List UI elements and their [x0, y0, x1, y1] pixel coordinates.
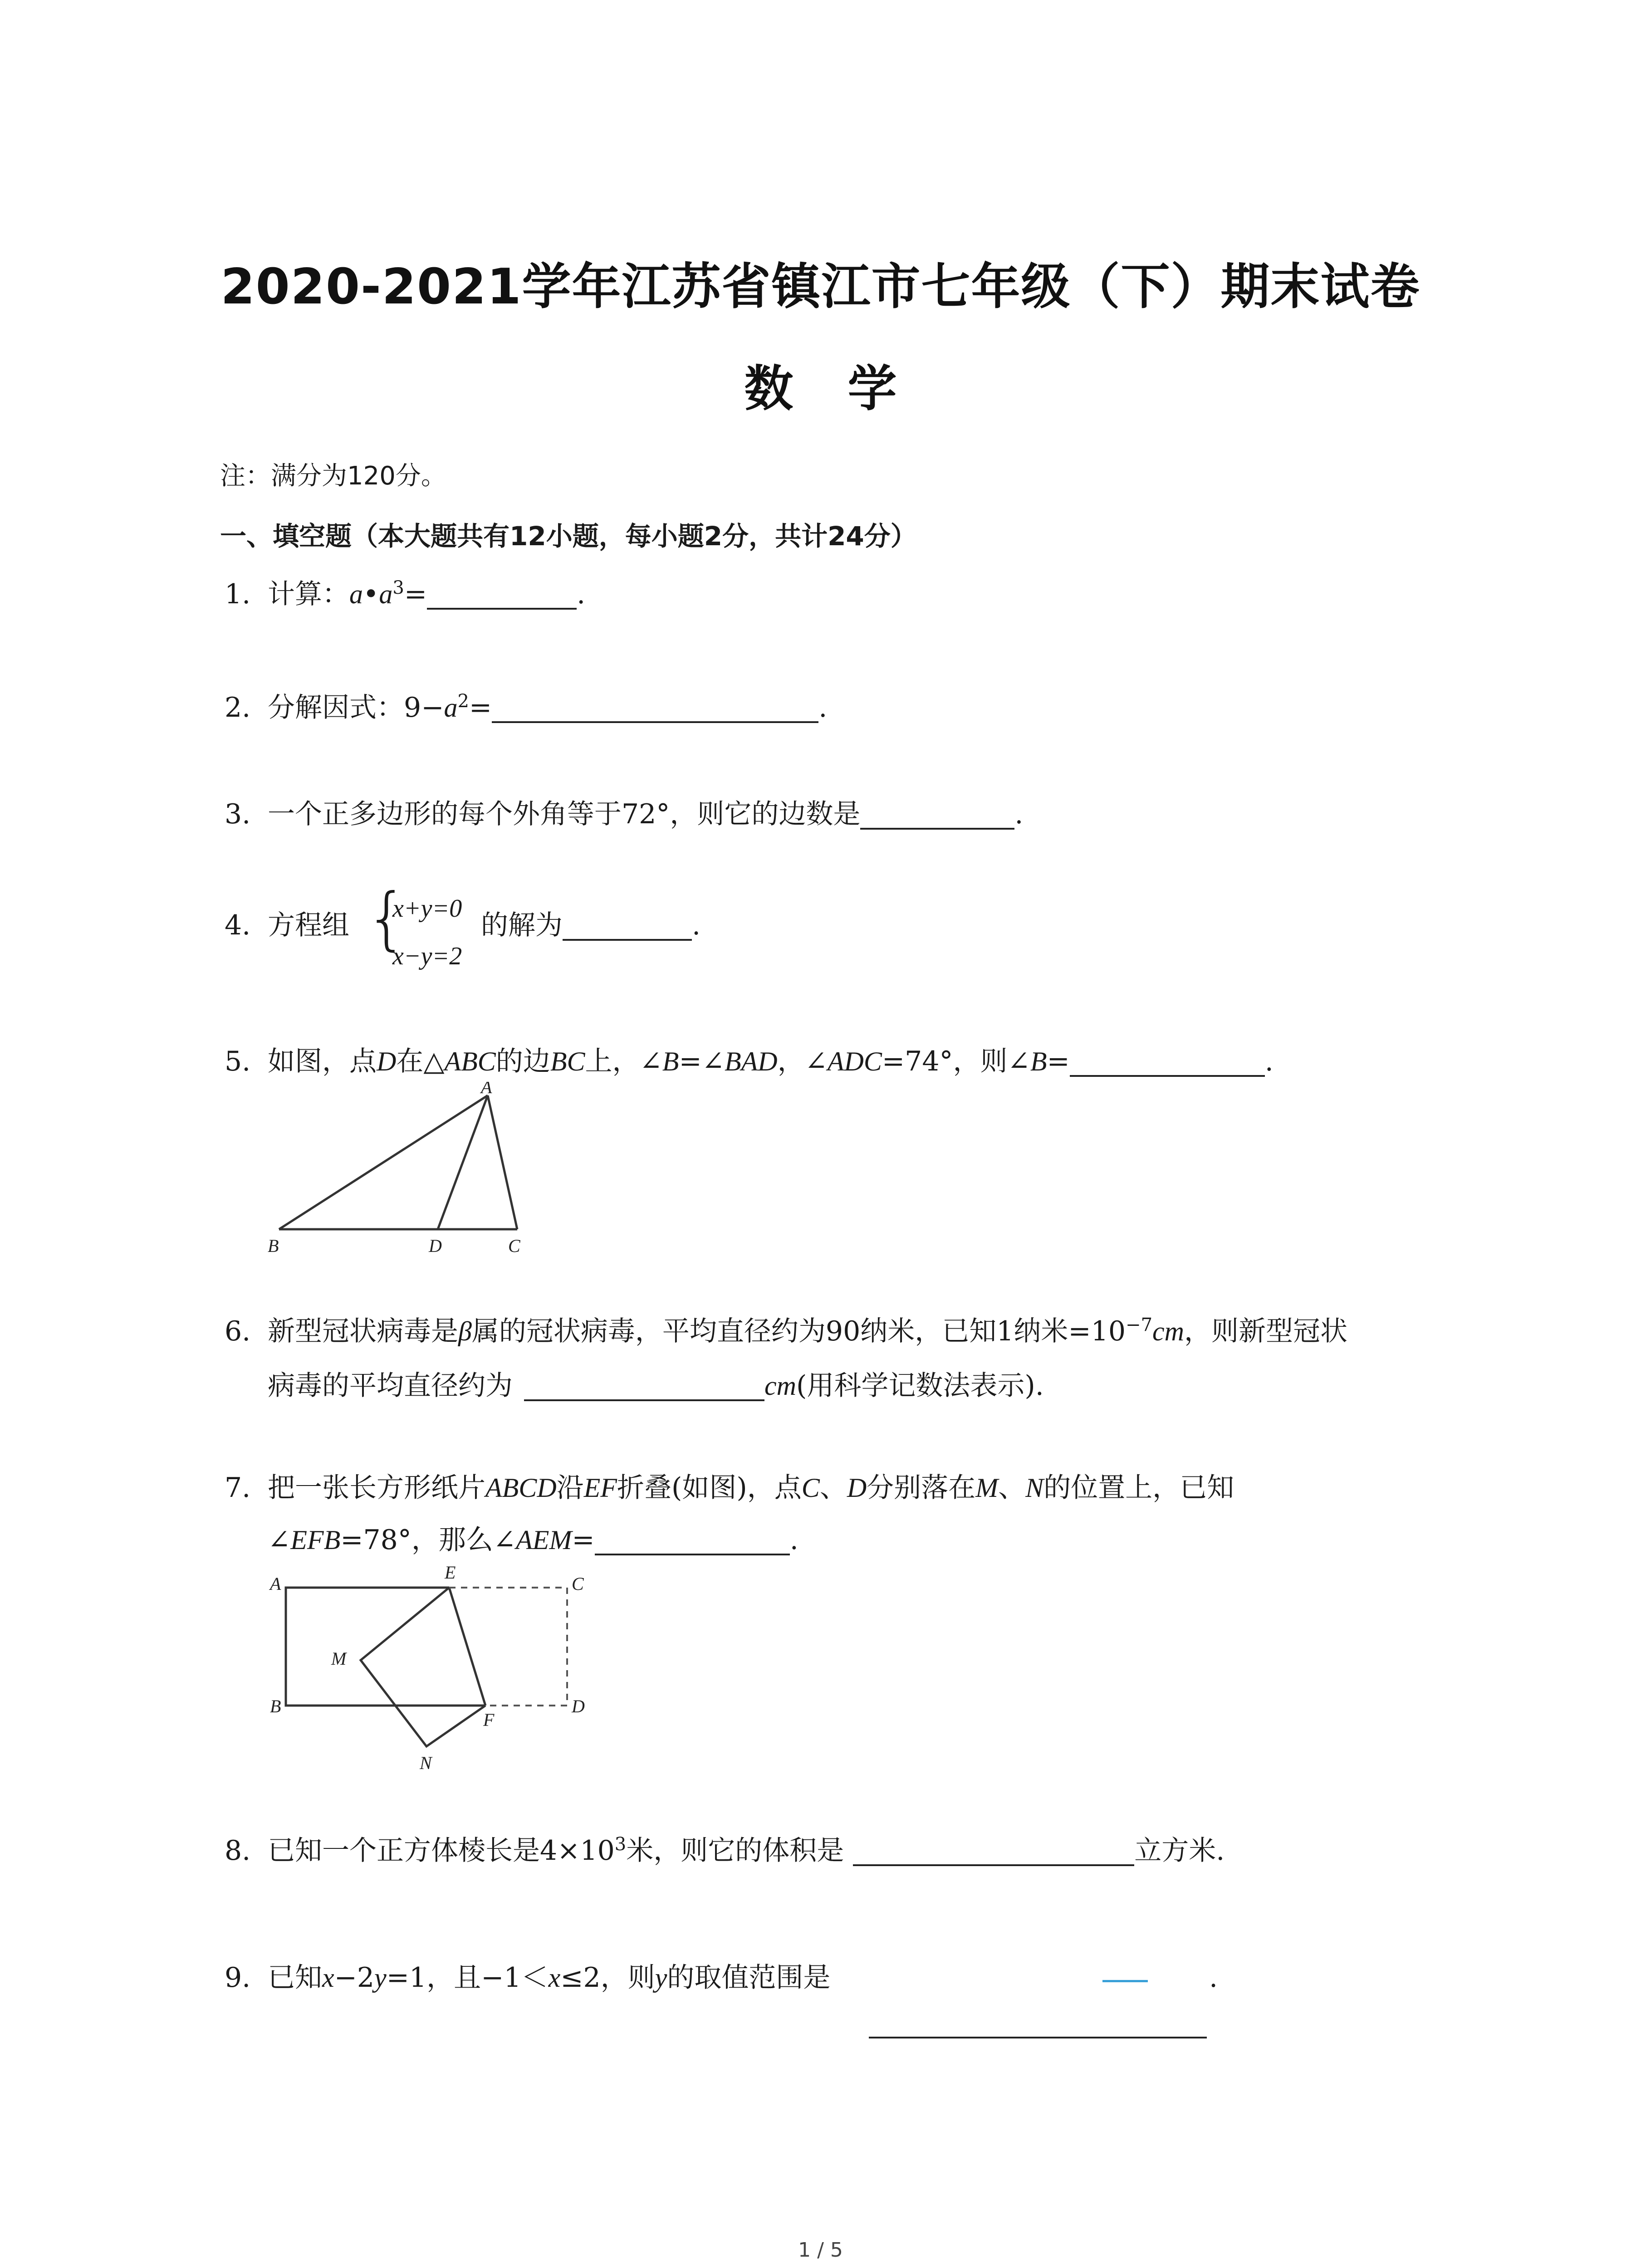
fold-figure — [263, 1560, 608, 1774]
exponent: −7 — [1126, 1315, 1153, 1335]
math-var: ABCD — [485, 1473, 557, 1503]
answer-blank[interactable] — [869, 2037, 1207, 2038]
question-number: 5. — [225, 1046, 251, 1077]
question-text: 的边 — [495, 1046, 550, 1077]
math-unit: cm — [764, 1371, 796, 1401]
answer-blank[interactable] — [860, 801, 1014, 830]
equation-line-2: x−y=2 — [392, 942, 462, 970]
answer-blank[interactable] — [492, 694, 818, 723]
math-op: = — [469, 692, 492, 723]
question-7-line-1 — [225, 1472, 1234, 1504]
stray-mark — [1102, 1980, 1148, 1982]
question-number: 4. — [225, 909, 251, 941]
question-end: . — [1264, 1046, 1274, 1077]
question-text: 、 — [819, 1472, 847, 1504]
question-6-line-2 — [268, 1372, 1044, 1401]
math-var: β — [458, 1316, 472, 1346]
math-var: a — [444, 693, 458, 723]
equation-line-1: x+y=0 — [392, 894, 462, 923]
triangle-figure — [254, 1082, 544, 1254]
question-text: ，∠ — [777, 1046, 828, 1077]
math-var: a — [379, 579, 393, 609]
question-text: 已知一个正方体棱长是4×10 — [268, 1835, 615, 1867]
question-end: . — [1014, 798, 1024, 830]
math-op: • — [363, 578, 379, 610]
math-var: y — [374, 1963, 387, 1993]
point-label-c: C — [572, 1574, 584, 1594]
question-4-tail — [481, 909, 701, 941]
question-text: =∠ — [679, 1046, 725, 1077]
math-var: ABC — [444, 1046, 496, 1076]
question-end: . — [577, 578, 586, 610]
question-text: ∠ — [268, 1524, 291, 1556]
question-number: 1. — [225, 578, 251, 610]
question-text: 在△ — [396, 1046, 445, 1077]
math-var: EFB — [290, 1525, 341, 1555]
question-text: ，则新型冠状 — [1184, 1315, 1347, 1347]
math-unit: cm — [1152, 1316, 1184, 1346]
edge-ba — [279, 1095, 488, 1229]
question-number: 6. — [225, 1315, 251, 1347]
point-label-e: E — [445, 1562, 456, 1583]
exponent: 2 — [457, 691, 469, 712]
question-text: 把一张长方形纸片 — [268, 1472, 485, 1504]
question-text: 的位置上，已知 — [1043, 1472, 1234, 1504]
point-label-m: M — [331, 1648, 347, 1669]
question-number: 7. — [225, 1472, 251, 1504]
question-text: =1，且−1＜ — [386, 1962, 549, 1994]
question-5 — [225, 1048, 1274, 1077]
question-text: 病毒的平均直径约为 — [268, 1370, 513, 1402]
math-var: D — [847, 1473, 867, 1503]
question-8 — [225, 1834, 1225, 1867]
question-text: 立方米. — [1134, 1835, 1225, 1867]
question-text: 沿 — [556, 1472, 584, 1504]
score-note: 注：满分为120分。 — [220, 461, 446, 491]
question-9-end: . — [1209, 1962, 1218, 1994]
question-text: =74°，则∠ — [882, 1046, 1030, 1077]
math-var: N — [1025, 1473, 1044, 1503]
fold-line-ef — [449, 1588, 485, 1706]
system-brace: { — [365, 879, 409, 958]
point-label-a: A — [481, 1082, 492, 1097]
math-var: y — [655, 1963, 667, 1993]
question-end: . — [789, 1524, 798, 1556]
question-text: −2 — [334, 1962, 375, 1994]
math-var: B — [662, 1046, 679, 1076]
question-text: 如图，点 — [268, 1046, 377, 1077]
point-label-n: N — [420, 1753, 432, 1773]
question-number: 3. — [225, 798, 251, 830]
question-text: 方程组 — [268, 909, 349, 941]
section-heading: 一、填空题（本大题共有12小题，每小题2分，共计24分） — [220, 521, 917, 552]
answer-blank[interactable] — [1070, 1048, 1265, 1077]
math-var: a — [349, 579, 363, 609]
question-text: 米，则它的体积是 — [626, 1835, 844, 1867]
edge-ad — [438, 1095, 488, 1229]
math-var: AEM — [516, 1525, 572, 1555]
math-var: BC — [550, 1046, 585, 1076]
question-3 — [225, 798, 1024, 830]
question-text: 的取值范围是 — [667, 1962, 831, 1994]
math-op: = — [404, 578, 427, 610]
answer-blank[interactable] — [427, 581, 577, 610]
point-label-f: F — [483, 1710, 495, 1730]
subject-title: 数学 — [744, 361, 951, 417]
math-var: ADC — [827, 1046, 882, 1076]
question-number: 2. — [225, 692, 251, 723]
math-num: 9 — [404, 692, 421, 723]
question-text: 计算： — [268, 578, 349, 610]
math-var: D — [377, 1046, 397, 1076]
question-text: 上，∠ — [585, 1046, 662, 1077]
math-var: x — [322, 1963, 334, 1993]
point-label-a: A — [270, 1574, 281, 1594]
question-text: 一个正多边形的每个外角等于72°，则它的边数是 — [268, 798, 861, 830]
question-6-line-1 — [225, 1315, 1347, 1347]
question-text: 分别落在 — [867, 1472, 976, 1504]
question-2 — [225, 691, 828, 723]
question-text: ≤2，则 — [560, 1962, 655, 1994]
question-text: 折叠(如图)，点 — [617, 1472, 802, 1504]
point-label-b: B — [268, 1236, 279, 1254]
point-label-d: D — [429, 1236, 442, 1254]
question-text: 新型冠状病毒是 — [268, 1315, 458, 1347]
math-var: x — [548, 1963, 561, 1993]
exponent: 3 — [392, 577, 404, 598]
math-var: C — [801, 1473, 820, 1503]
question-7-line-2 — [268, 1526, 798, 1555]
question-text: =78°，那么∠ — [340, 1524, 516, 1556]
math-var: B — [1030, 1046, 1047, 1076]
question-text: = — [572, 1524, 595, 1556]
question-text: 已知 — [268, 1962, 322, 1994]
question-text: 、 — [998, 1472, 1026, 1504]
question-text: 属的冠状病毒，平均直径约为90纳米，已知1纳米=10 — [471, 1315, 1126, 1347]
math-var: BAD — [724, 1046, 778, 1076]
question-4 — [225, 909, 349, 941]
answer-blank[interactable] — [524, 1372, 764, 1401]
answer-blank[interactable] — [853, 1837, 1134, 1866]
question-text: = — [1047, 1046, 1070, 1077]
question-number: 9. — [225, 1962, 251, 1994]
question-number: 8. — [225, 1835, 251, 1867]
page-number: 1 / 5 — [798, 2239, 843, 2262]
question-1 — [225, 577, 586, 610]
math-op: − — [421, 692, 444, 723]
point-label-c: C — [508, 1236, 520, 1254]
question-text: 分解因式： — [268, 692, 404, 723]
math-var: EF — [583, 1473, 617, 1503]
question-text: 的解为 — [481, 909, 563, 941]
exam-title: 2020-2021学年江苏省镇江市七年级（下）期末试卷 — [220, 259, 1421, 315]
answer-blank[interactable] — [563, 912, 692, 941]
question-end: . — [692, 909, 701, 941]
math-var: M — [975, 1473, 999, 1503]
question-end: . — [818, 692, 828, 723]
folded-quad-emnf — [361, 1588, 485, 1746]
exponent: 3 — [614, 1834, 627, 1855]
point-label-d: D — [572, 1696, 585, 1716]
edge-ac — [488, 1095, 517, 1229]
point-label-b: B — [270, 1696, 281, 1716]
answer-blank[interactable] — [595, 1526, 790, 1555]
question-9 — [225, 1962, 831, 1994]
question-text: (用科学记数法表示). — [796, 1370, 1044, 1402]
